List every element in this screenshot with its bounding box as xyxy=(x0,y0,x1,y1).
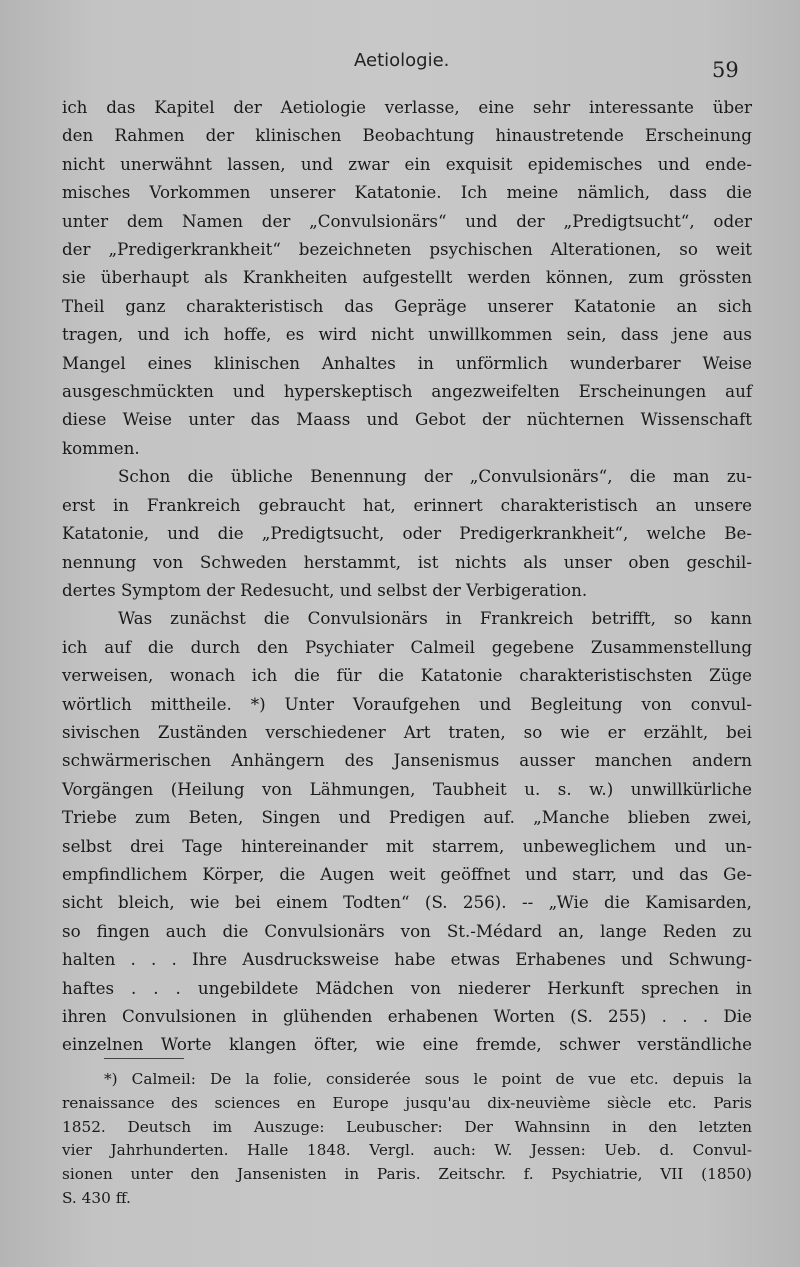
text-line: sie überhaupt als Krankheiten aufgestellt werden können, zum grössten xyxy=(62,267,752,288)
text-line: Theil ganz charakteristisch das Gepräge unserer Katatonie an sich xyxy=(62,295,752,316)
text-line: einzelnen Worte klangen öfter, wie eine fremde, schwer verständliche xyxy=(62,1034,752,1055)
text-line: wörtlich mittheile. *) Unter Voraufgehen und Begleitung von convul- xyxy=(62,693,752,714)
text-line: diese Weise unter das Maass und Gebot der nüchternen Wissenschaft xyxy=(62,409,752,430)
text-line: so fingen auch die Convulsionärs von St.-Médard an, lange Reden zu xyxy=(62,920,752,941)
text-line: ausgeschmückten und hyperskeptisch angezweifelten Erscheinungen auf xyxy=(62,381,752,402)
footnote xyxy=(62,1068,752,1211)
text-line: unter dem Namen der „Convulsionärs“ und der „Predigtsucht“, oder xyxy=(62,210,752,231)
footnote-line: sionen unter den Jansenisten in Paris. Zeitschr. f. Psychiatrie, VII (1850) xyxy=(62,1165,752,1184)
text-line: sicht bleich, wie bei einem Todten“ (S. 256). -- „Wie die Kamisarden, xyxy=(62,892,752,913)
text-line: den Rahmen der klinischen Beobachtung hinaustretende Erscheinung xyxy=(62,125,752,146)
text-line: Triebe zum Beten, Singen und Predigen auf. „Manche blieben zwei, xyxy=(62,807,752,828)
text-line: halten . . . Ihre Ausdrucksweise habe etwas Erhabenes und Schwung- xyxy=(62,949,752,970)
text-line: verweisen, wonach ich die für die Katatonie charakteristischsten Züge xyxy=(62,665,752,686)
page-number: 59 xyxy=(712,58,739,82)
text-line: selbst drei Tage hintereinander mit starrem, unbeweglichem und un- xyxy=(62,835,752,856)
footnote-divider xyxy=(104,1058,184,1059)
text-line: Katatonie, und die „Predigtsucht, oder Predigerkrankheit“, welche Be- xyxy=(62,523,752,544)
text-line: Vorgängen (Heilung von Lähmungen, Taubheit u. s. w.) unwillkürliche xyxy=(62,778,752,799)
text-line: ich auf die durch den Psychiater Calmeil gegebene Zusammenstellung xyxy=(62,636,752,657)
text-line: sivischen Zuständen verschiedener Art traten, so wie er erzählt, bei xyxy=(62,721,752,742)
footnote-line: *) Calmeil: De la folie, considerée sous le point de vue etc. depuis la xyxy=(104,1070,752,1088)
text-line: misches Vorkommen unserer Katatonie. Ich meine nämlich, dass die xyxy=(62,182,752,203)
running-title: Aetiologie. xyxy=(354,50,450,71)
text-line: empfindlichem Körper, die Augen weit geöffnet und starr, und das Ge- xyxy=(62,863,752,884)
text-line: ihren Convulsionen in glühenden erhabenen Worten (S. 255) . . . Die xyxy=(62,1006,752,1026)
footnote-line: vier Jahrhunderten. Halle 1848. Vergl. auch: W. Jessen: Ueb. d. Convul- xyxy=(62,1141,752,1160)
text-line: tragen, und ich hoffe, es wird nicht unwillkommen sein, dass jene aus xyxy=(62,324,752,345)
text-line: nicht unerwähnt lassen, und zwar ein exquisit epidemisches und ende- xyxy=(62,153,752,174)
text-line: haftes . . . ungebildete Mädchen von niederer Herkunft sprechen in xyxy=(62,977,752,998)
footnote-line: renaissance des sciences en Europe jusqu'au dix-neuvième siècle etc. Paris xyxy=(62,1093,752,1112)
footnote-line: S. 430 ff. xyxy=(62,1188,131,1207)
text-line: Mangel eines klinischen Anhaltes in unförmlich wunderbarer Weise xyxy=(62,352,752,373)
text-line: kommen. xyxy=(62,437,140,458)
text-line: ich das Kapitel der Aetiologie verlasse, eine sehr interessante über xyxy=(62,97,752,117)
text-line: nennung von Schweden herstammt, ist nichts als unser oben geschil- xyxy=(62,551,752,572)
body-text xyxy=(62,93,752,1059)
text-line: der „Predigerkrankheit“ bezeichneten psychischen Alterationen, so weit xyxy=(62,239,752,260)
page-header xyxy=(0,48,800,88)
text-line: erst in Frankreich gebraucht hat, erinnert charakteristisch an unsere xyxy=(62,494,752,515)
text-line: dertes Symptom der Redesucht, und selbst der Verbigeration. xyxy=(62,579,588,600)
footnote-line: 1852. Deutsch im Auszuge: Leubuscher: Der Wahnsinn in den letzten xyxy=(62,1117,752,1136)
text-line: Schon die übliche Benennung der „Convulsionärs“, die man zu- xyxy=(118,466,752,487)
text-line: schwärmerischen Anhängern des Jansenismus ausser manchen andern xyxy=(62,750,752,771)
text-line: Was zunächst die Convulsionärs in Frankreich betrifft, so kann xyxy=(118,608,752,629)
